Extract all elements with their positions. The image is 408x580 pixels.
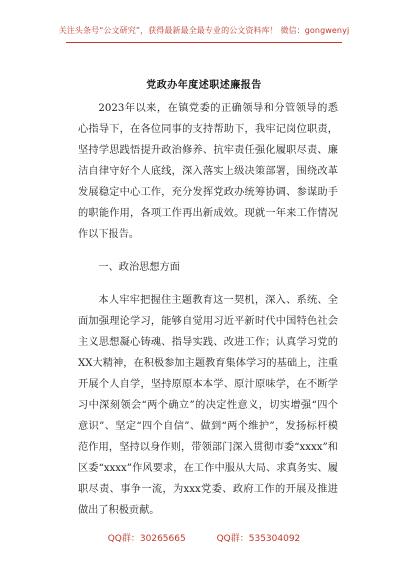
intro-paragraph: 2023年以来，在镇党委的正确领导和分管领导的悉心指导下，在各位同事的支持帮助下，我牢记岗位职责，坚持学思践悟提升政治修养、抗牢责任强化履职尽责、廉洁自律守好个人底线，深入落实上级决策部署，围绕改革发展稳定中心工作，充分发挥党政办统筹协调、参谋助手的职能作用，各项工作再出新成效。现就一年来工作情况作以下报告。 xyxy=(78,103,338,240)
header-promo-note: 关注头条号“公文研究”，获得最新最全最专业的公文资料库！ 微信：gongwenyj xyxy=(58,26,350,35)
footer-qq-groups xyxy=(0,531,408,544)
footer-qq-group-2: QQ群：535304092 xyxy=(216,534,301,544)
document-title: 党政办年度述职述廉报告 xyxy=(146,80,262,91)
section-paragraph-political: 本人牢牢把握住主题教育这一契机，深入、系统、全面加强理论学习，能够自觉用习近平新时代中国特色社会主义思想凝心铸魂、指导实践、改进工作；认真学习党的XX大精神，在积极参加主题教育集体学习的基础上，注重开展个人自学，坚持原原本本学、原汁原味学，在不断学习中深刻领会“两个确立”的决定性意义，切实增强“四个意识”、坚定“四个自信”、做到“两个维护”，发扬标杆模范作用，坚持以身作则，带领部门深入贯彻市委“xxxx”和区委“xxxx”作风要求，在工作中服从大局、求真务实、履职尽责、事争一流，为xxx党委、政府工作的开展及推进做出了积极贡献。 xyxy=(78,295,338,516)
section-heading-political: 一、政治思想方面 xyxy=(98,262,180,273)
footer-qq-group-1: QQ群：30265665 xyxy=(107,534,186,544)
document-body xyxy=(78,98,338,521)
header-divider xyxy=(66,42,342,43)
